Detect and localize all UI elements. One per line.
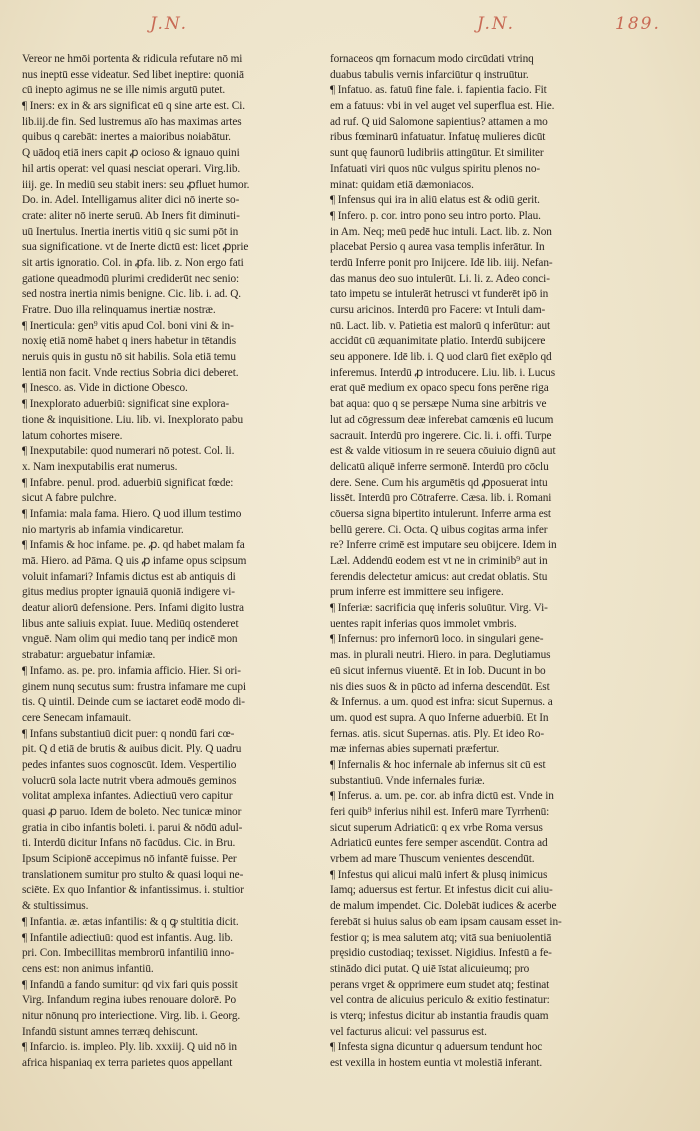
- text-line: cōuersa signa bipertito intulerunt. Inferre arma est: [330, 507, 551, 520]
- text-line: x. Nam inexputabilis erat numerus.: [22, 460, 178, 473]
- text-line: Infatuati viri quos nūc vulgus spiritu plenos no-: [330, 162, 541, 175]
- text-line: placebat Persio q aurea vasa templis inferātur. In: [330, 241, 545, 254]
- text-line: Infandū sistunt amnes terræq dehiscunt.: [22, 1025, 198, 1038]
- text-line: substantiuū. Vnde infernales furiæ.: [330, 774, 485, 787]
- text-line: re? Inferre crimē est imputare seu obijcere. Idem in: [330, 539, 557, 552]
- text-line: ferendis delectetur amicus: aut credat oblatis. Stu: [330, 570, 548, 583]
- text-line: nus ineptū esse videatur. Sed libet ineptire: quoniā: [22, 68, 244, 81]
- text-line: ti. Interdū dicitur Infans nō facūdus. Cic. in Bru.: [22, 837, 236, 850]
- text-line: africa hispaniaq ex terra parietes quos appellant: [22, 1057, 233, 1069]
- text-line: sicut A fabre pulchre.: [22, 492, 117, 505]
- text-line: tis. Q uintil. Deinde cum se iactaret eodē modo di-: [22, 696, 245, 709]
- text-line: em a fatuus: vbi in vel auget vel superflua est. Hie.: [330, 100, 555, 113]
- text-line: das manus deo suo intulerūt. Li. li. z. Adeo conci-: [330, 272, 550, 285]
- text-line: um. quod est supra. A quo Inferne aduerbiū. Et In: [330, 711, 549, 724]
- text-line: ¶ Inerticula: gen⁹ vitis apud Col. boni vini & in-: [22, 319, 234, 332]
- text-line: ¶ Infamo. as. pe. pro. infamia afficio. Hier. Si ori-: [22, 664, 241, 677]
- text-column-right: [330, 52, 630, 1072]
- text-line: gitus medius propter ignauiā quoniā indigere vi-: [22, 586, 235, 599]
- text-line: ¶ Infamis & hoc infame. pe. ꝓ. qd habet malam fa: [22, 539, 245, 552]
- text-line: Adriaticū euntes fere semper ascendūt. Contra ad: [330, 837, 548, 850]
- text-line: cū inepto agimus ne se ille nimis argutū putet.: [22, 84, 226, 97]
- text-line: nis dies suos & in pūcto ad inferna descendūt. Est: [330, 680, 550, 693]
- text-line: ¶ Inesco. as. Vide in dictione Obesco.: [22, 382, 188, 395]
- text-line: ¶ Inferiæ: sacrificia quę inferis soluūtur. Virg. Vi-: [330, 602, 548, 615]
- text-line: tione & inquisitione. Liu. lib. vi. Inexplorato pabu: [22, 413, 244, 426]
- text-line: mæ infernas abies supernati præfertur.: [330, 743, 500, 756]
- text-line: nū. Lact. lib. v. Patietia est malorū q inferūtur: aut: [330, 319, 551, 332]
- text-line: volucrū sola lacte nutrit vbera admouēs geminos: [22, 774, 237, 787]
- text-line: cere Senecam infamauit.: [22, 711, 132, 724]
- text-line: sacrauit. Interdū pro ingerere. Cic. li. i. offi. Turpe: [330, 429, 552, 442]
- text-line: & stultissimus.: [22, 900, 89, 913]
- text-column-left: [22, 52, 315, 1072]
- text-line: est & valde vitiosum in re seuera cōuiuio dignū aut: [330, 445, 556, 458]
- text-line: ¶ Infantia. æ. ætas infantilis: & q ꝙ stultitia dicit.: [22, 915, 239, 928]
- text-line: crate: aliter nō inerte seruū. Ab Iners fit diminuti-: [22, 209, 240, 222]
- text-line: ¶ Inexputabile: quod numerari nō potest. Col. li.: [22, 445, 235, 458]
- text-line: Ipsum Scipionē accepimus nō infantē fuisse. Per: [22, 853, 237, 866]
- text-line: vel facturus alicui: vel passurus est.: [330, 1025, 487, 1038]
- text-line: voluit infamari? Infamis dictus est ab antiquis di: [22, 570, 236, 583]
- text-line: ¶ Infensus qui ira in aliū elatus est & odiū gerit.: [330, 194, 540, 207]
- text-line: ¶ Inferus. a. um. pe. cor. ab infra dictū est. Vnde in: [330, 790, 554, 803]
- text-line: sicut superum Adriaticū: q ex vrbe Roma versus: [330, 821, 543, 834]
- text-line: volitat amplexa infantes. Adiectiuū vero capitur: [22, 790, 233, 803]
- text-line: nio martyris ab infamia vindicaretur.: [22, 523, 184, 536]
- text-line: quibus q carebāt: inertes a maioribus noiabātur.: [22, 131, 231, 144]
- text-line: ¶ Infabre. penul. prod. aduerbiū significat fœde:: [22, 476, 234, 489]
- text-line: Læl. Addendū eodem est vt ne in criminib⁹ aut in: [330, 555, 548, 567]
- text-line: bat aqua: quo q se persæpe Numa sine arbitris ve: [330, 398, 547, 411]
- text-line: ferebāt si huius salus ob eam ipsam causam esset in-: [330, 915, 562, 928]
- text-line: sed nostra inertia nimis benigne. Cic. lib. i. ad. Q.: [22, 288, 242, 301]
- text-line: ¶ Infernus: pro infernorū loco. in singulari gene-: [330, 633, 544, 646]
- text-line: sunt quę faunorū ludibriis attingūtur. Et similiter: [330, 147, 544, 160]
- text-line: bellū gerere. Ci. Octa. Q uibus cogitas arma infer: [330, 523, 548, 536]
- text-line: Fratre. Duo illa relinquamus inertiæ nostræ.: [22, 304, 216, 316]
- text-line: duabus tabulis vernis infarciūtur q instruūtur.: [330, 68, 529, 81]
- text-line: lut ad cōgressum deæ inferebat camœnis eū lucum: [330, 413, 554, 426]
- text-line: dere. Sene. Cum his argumētis qd ꝓposuerat intu: [330, 476, 548, 489]
- text-line: pri. Con. Imbecillitas membrorū infantiliū inno-: [22, 947, 234, 960]
- page-number: 189.: [615, 14, 661, 34]
- text-line: translationem sumitur pro stulto & quasi loqui ne-: [22, 868, 244, 881]
- text-line: gratia in cibo infantis boleti. i. parui & nōdū adul-: [22, 821, 243, 834]
- text-line: ¶ Infesta signa dicuntur q aduersum tendunt hoc: [330, 1041, 543, 1054]
- text-line: sciēte. Ex quo Infantior & infantissimus. i. stultior: [22, 884, 244, 897]
- text-line: ribus fœminarū infatuatur. Infatuę mulieres dicūt: [330, 131, 546, 144]
- text-line: deatur aliorū defensione. Pers. Infami digito lustra: [22, 602, 244, 615]
- text-line: mas. in plurali neutri. Hiero. in para. Deglutiamus: [330, 649, 551, 662]
- text-line: & Infernus. a um. quod est infra: sicut Supernus. a: [330, 696, 553, 709]
- text-line: noxię etiā nomē habet q iners habetur in tētandis: [22, 335, 237, 348]
- text-line: lentiā non facit. Vnde rectius Sobria dici deberet.: [22, 366, 239, 379]
- text-line: delicatū aliquē inferre sermonē. Interdū pro cōclu: [330, 460, 549, 473]
- text-line: ¶ Infero. p. cor. intro pono seu intro porto. Plau.: [330, 209, 541, 222]
- text-line: erat quē medium ex opaco specu fons perēne riga: [330, 382, 549, 395]
- text-line: ¶ Infernalis & hoc infernale ab infernus sit cū est: [330, 758, 546, 771]
- text-line: inferemus. Interdū ꝓ introducere. Liu. lib. i. Lucus: [330, 366, 556, 379]
- text-line: tato impetu se intulerāt hetrusci vt funderēt ipō in: [330, 288, 549, 301]
- text-line: mā. Hiero. ad Pāma. Q uis ꝓ infame opus scipsum: [22, 555, 247, 567]
- text-line: ¶ Infatuo. as. fatuū fine fale. i. fapientia facio. Fit: [330, 84, 547, 97]
- text-line: gatione queadmodū plurimi crediderūt nec senio:: [22, 272, 240, 285]
- text-line: uū Inertulus. Inertia inertis vitiū q sic sumi pōt in: [22, 225, 239, 238]
- text-line: prum inferre est immittere seu infigere.: [330, 586, 504, 599]
- text-line: feri quib⁹ inferius nihil est. Inferū mare Tyrrhenū:: [330, 806, 550, 818]
- marginal-note-center: J.N.: [477, 14, 516, 34]
- text-line: nitur nōnunq pro interiectione. Virg. lib. i. Georg.: [22, 1009, 241, 1022]
- text-line: ¶ Infans substantiuū dicit puer: q nondū fari cœ-: [22, 727, 235, 740]
- text-line: vel contra de alicuius periculo & exitio festinatur:: [330, 994, 550, 1007]
- text-line: ¶ Infamia: mala fama. Hiero. Q uod illum testimo: [22, 507, 242, 520]
- text-line: ¶ Iners: ex in & ars significat eū q sine arte est. Ci.: [22, 100, 245, 113]
- text-line: cens est: non animus infantiū.: [22, 962, 154, 975]
- text-line: perans vrget & opprimere eum studet atq; festinat: [330, 978, 550, 991]
- text-line: fernas. atis. sicut Supernas. atis. Ply. Et ideo Ro-: [330, 727, 545, 740]
- text-line: fornaceos qm fornacum modo circūdati vtrinq: [330, 53, 534, 65]
- text-line: vrbem ad mare Thuscum venientes descendūt.: [330, 853, 535, 866]
- text-line: seu apponere. Idē lib. i. Q uod clarū fiet exēplo qd: [330, 351, 552, 364]
- text-line: ¶ Inexplorato aduerbiū: significat sine explora-: [22, 398, 230, 411]
- text-line: neruis quis in gustu nō sit habilis. Sola etiā temu: [22, 351, 236, 364]
- text-line: eū sicut infernus viuentē. Et in Iob. Ducunt in bo: [330, 664, 546, 677]
- text-line: pedes infantes suos cognoscūt. Idem. Vespertilio: [22, 758, 237, 771]
- text-line: Iamq; aduersus est fertur. Et infestus dicit cui aliu-: [330, 884, 553, 897]
- text-line: sua significatione. vt de Inerte dictū est: licet ꝓprie: [22, 241, 249, 254]
- text-line: est vexilla in hostem euntia vt molestiā inferant.: [330, 1057, 543, 1069]
- text-line: ad ruf. Q uid Salomone sapientius? attamen a mo: [330, 115, 548, 128]
- text-line: ¶ Infarcio. is. impleo. Ply. lib. xxxiij. Q uid nō in: [22, 1041, 237, 1054]
- text-line: ¶ Infandū a fando sumitur: qd vix fari quis possit: [22, 978, 238, 991]
- text-line: Vereor ne hmōi portenta & ridicula refutare nō mi: [22, 53, 243, 65]
- text-line: terdū Inferre ponit pro Inijcere. Idē lib. iiij. Nefan-: [330, 256, 553, 269]
- text-line: pręsidio custodiaq; texisset. Nigidius. Infestū a fe-: [330, 947, 552, 960]
- text-line: festior q; is mea salutem atq; vitā sua beniuolentiā: [330, 931, 552, 944]
- text-line: stinādo dici putat. Q uiē īstat alicuieumq; pro: [330, 962, 530, 975]
- text-line: quasi ꝓ paruo. Idem de boleto. Nec tunicæ minor: [22, 806, 242, 818]
- text-line: Do. in. Adel. Intelligamus aliter dici nō inerte so-: [22, 194, 240, 207]
- text-line: Virg. Infandum regina iubes renouare dolorē. Po: [22, 994, 237, 1007]
- text-line: uentes rapit inferias quos immolet vmbris.: [330, 617, 517, 630]
- text-line: accidūt cū æquanimitate platio. Interdū subijcere: [330, 335, 546, 348]
- text-line: ginem nunq secutus sum: frustra infamare me cupi: [22, 680, 246, 693]
- text-line: strabatur: arguebatur infamiæ.: [22, 649, 156, 662]
- marginal-note-left: J.N.: [150, 14, 189, 34]
- text-line: sit artis ignoratio. Col. in ꝓfa. lib. z. Non ergo fati: [22, 256, 244, 269]
- text-line: minat: quidam etiā dæmoniacos.: [330, 178, 474, 191]
- text-line: latum cohortes misere.: [22, 429, 123, 442]
- text-line: libus ante saliuis expiat. Iuue. Mediūq ostenderet: [22, 617, 239, 630]
- text-line: de malum impendet. Cic. Dolebāt iudices & acerbe: [330, 900, 557, 913]
- text-line: lib.iij.de fin. Sed lustremus aīo has maximas artes: [22, 115, 242, 128]
- text-line: ¶ Infantile adiectiuū: quod est infantis. Aug. lib.: [22, 931, 233, 944]
- text-line: Q uādoq etiā iners capit ꝓ ocioso & ignauo quini: [22, 147, 240, 160]
- text-line: in Am. Neq; meū pedē huc intuli. Lact. lib. z. Non: [330, 225, 552, 238]
- text-line: cursu aricinos. Interdū pro Facere: vt Intuli dam-: [330, 304, 546, 316]
- text-line: iiij. ge. In mediū seu stabit iners: seu ꝓfluet humor.: [22, 178, 250, 191]
- text-line: is vterq; infestus dicitur ab instantia fraudis quam: [330, 1009, 549, 1022]
- text-line: hil artis operat: vel quasi nesciat operari. Virg.lib.: [22, 162, 241, 175]
- text-line: vnguē. Nam olim qui medio tanq per indicē mon: [22, 633, 238, 646]
- text-line: ¶ Infestus qui alicui malū infert & plusq inimicus: [330, 868, 548, 881]
- text-line: lissēt. Interdū pro Cōtraferre. Cæsa. lib. i. Romani: [330, 492, 552, 505]
- text-line: pit. Q d etiā de brutis & auibus dicit. Ply. Q uadru: [22, 743, 242, 756]
